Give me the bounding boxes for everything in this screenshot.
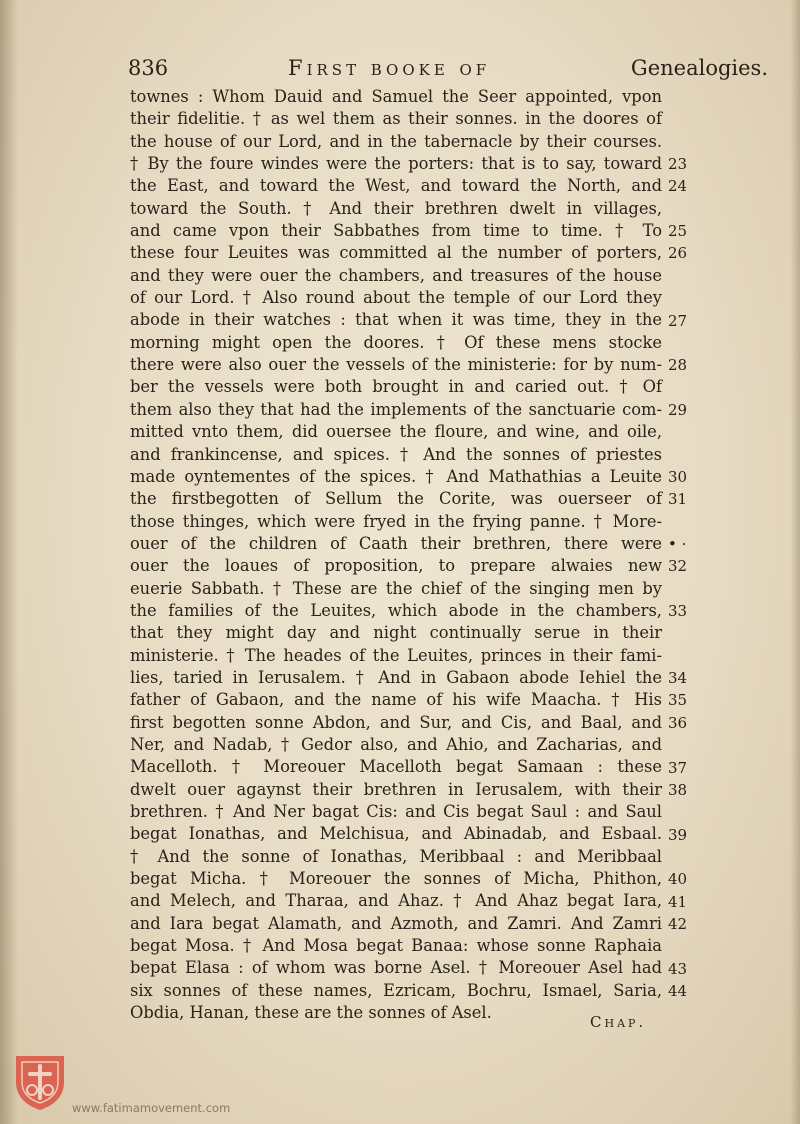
text-line: and they were ouer the chambers, and treasures of the house bbox=[130, 265, 662, 285]
verse-number: 25 bbox=[668, 222, 688, 241]
text-line: ouer the loaues of proposition, to prepare alwaies new bbox=[130, 556, 662, 576]
text-line: † By the foure windes were the porters: that is to say, toward bbox=[130, 154, 662, 174]
verse-number: 40 bbox=[668, 870, 688, 889]
verse-number: 32 bbox=[668, 557, 688, 576]
verse-number: 27 bbox=[668, 311, 688, 330]
verse-number: • · bbox=[668, 535, 687, 553]
watermark-url: www.fatimamovement.com bbox=[72, 1101, 231, 1115]
text-line: the firstbegotten of Sellum the Corite, was ouerseer of bbox=[130, 489, 662, 509]
text-line: there were also ouer the vessels of the ministerie: for by num- bbox=[130, 355, 662, 375]
verse-number: 26 bbox=[668, 244, 688, 263]
text-line: their fidelitie. † as wel them as their sonnes. in the doores of bbox=[130, 109, 662, 129]
text-line: abode in their watches : that when it was time, they in the bbox=[130, 310, 662, 330]
verse-number: 36 bbox=[668, 713, 688, 732]
text-line: and Iara begat Alamath, and Azmoth, and Zamri. And Zamri bbox=[130, 913, 662, 933]
text-line: father of Gabaon, and the name of his wife Maacha. † His bbox=[130, 690, 662, 710]
body-text bbox=[130, 86, 662, 1024]
text-line: and came vpon their Sabbathes from time to time. † To bbox=[130, 221, 662, 241]
text-line: begat Micha. † Moreouer the sonnes of Micha, Phithon, bbox=[130, 869, 662, 889]
verse-number: 33 bbox=[668, 602, 688, 621]
text-line: six sonnes of these names, Ezricam, Bochru, Ismael, Saria, bbox=[130, 980, 662, 1000]
text-line: Obdia, Hanan, these are the sonnes of Asel. bbox=[130, 1003, 492, 1023]
text-line: first begotten sonne Abdon, and Sur, and Cis, and Baal, and bbox=[130, 712, 662, 732]
text-line: townes : Whom Dauid and Samuel the Seer appointed, vpon bbox=[130, 87, 662, 106]
text-line: ouer of the children of Caath their brethren, there were bbox=[130, 533, 662, 553]
text-line: euerie Sabbath. † These are the chief of the singing men by bbox=[130, 578, 662, 598]
text-line: Macelloth. † Moreouer Macelloth begat Samaan : these bbox=[130, 757, 662, 777]
text-line: mitted vnto them, did ouersee the floure, and wine, and oile, bbox=[130, 422, 662, 442]
text-line: these four Leuites was committed al the number of porters, bbox=[130, 243, 662, 263]
text-line: that they might day and night continually serue in their bbox=[130, 623, 662, 643]
text-line: Ner, and Nadab, † Gedor also, and Ahio, and Zacharias, and bbox=[130, 734, 662, 754]
text-line: them also they that had the implements of the sanctuarie com- bbox=[130, 399, 662, 419]
text-line: † And the sonne of Ionathas, Meribbaal : and Meribbaal bbox=[130, 846, 662, 866]
verse-number: 28 bbox=[668, 356, 688, 375]
text-line: of our Lord. † Also round about the temple of our Lord they bbox=[130, 288, 662, 308]
text-line: ministerie. † The heades of the Leuites, princes in their fami- bbox=[130, 645, 662, 665]
text-line: and frankincense, and spices. † And the sonnes of priestes bbox=[130, 444, 662, 464]
verse-number: 44 bbox=[668, 982, 688, 1000]
page-number: 836 bbox=[128, 56, 169, 80]
verse-number: 39 bbox=[668, 825, 688, 844]
text-line: and Melech, and Tharaa, and Ahaz. † And Ahaz begat Iara, bbox=[130, 891, 662, 911]
verse-number: 34 bbox=[668, 669, 688, 688]
text-line: those thinges, which were fryed in the frying panne. † More- bbox=[130, 511, 662, 531]
text-line: toward the South. † And their brethren dwelt in villages, bbox=[130, 198, 662, 218]
text-line: brethren. † And Ner bagat Cis: and Cis begat Saul : and Saul bbox=[130, 802, 662, 821]
verse-number: 29 bbox=[668, 400, 688, 419]
shield-logo-icon bbox=[12, 1052, 68, 1112]
text-line: begat Ionathas, and Melchisua, and Abinadab, and Esbaal. bbox=[130, 824, 662, 844]
text-line: dwelt ouer agaynst their brethren in Ierusalem, with their bbox=[130, 779, 662, 799]
verse-number: 35 bbox=[668, 691, 688, 710]
verse-number: 31 bbox=[668, 490, 688, 509]
text-line: the families of the Leuites, which abode in the chambers, bbox=[130, 600, 662, 620]
page-edge-shadow-left bbox=[0, 0, 18, 1124]
section-title: Genealogies. bbox=[630, 56, 768, 80]
text-line: the East, and toward the West, and toward the North, and bbox=[130, 176, 662, 196]
verse-number: 42 bbox=[668, 914, 688, 933]
page-edge-shadow-right bbox=[790, 0, 800, 1124]
verse-number: 38 bbox=[668, 780, 688, 799]
verse-number: 37 bbox=[668, 758, 688, 777]
verse-number: 23 bbox=[668, 155, 688, 174]
verse-number: 43 bbox=[668, 959, 688, 978]
page-header bbox=[128, 56, 768, 86]
text-line: ber the vessels were both brought in and caried out. † Of bbox=[130, 377, 662, 397]
text-line: the house of our Lord, and in the tabernacle by their courses. bbox=[130, 131, 662, 151]
catchword: Chap. bbox=[590, 1013, 647, 1031]
verse-number: 30 bbox=[668, 467, 688, 486]
text-line: made oyntementes of the spices. † And Mathathias a Leuite bbox=[130, 466, 662, 486]
verse-number: 41 bbox=[668, 892, 688, 911]
running-title: First booke of bbox=[288, 56, 491, 80]
text-line: lies, taried in Ierusalem. † And in Gabaon abode Iehiel the bbox=[130, 667, 662, 687]
text-line: morning might open the doores. † Of these mens stocke bbox=[130, 332, 662, 352]
text-line: bepat Elasa : of whom was borne Asel. † Moreouer Asel had bbox=[130, 958, 662, 978]
text-line: begat Mosa. † And Mosa begat Banaa: whose sonne Raphaia bbox=[130, 936, 662, 956]
verse-number: 24 bbox=[668, 177, 688, 196]
